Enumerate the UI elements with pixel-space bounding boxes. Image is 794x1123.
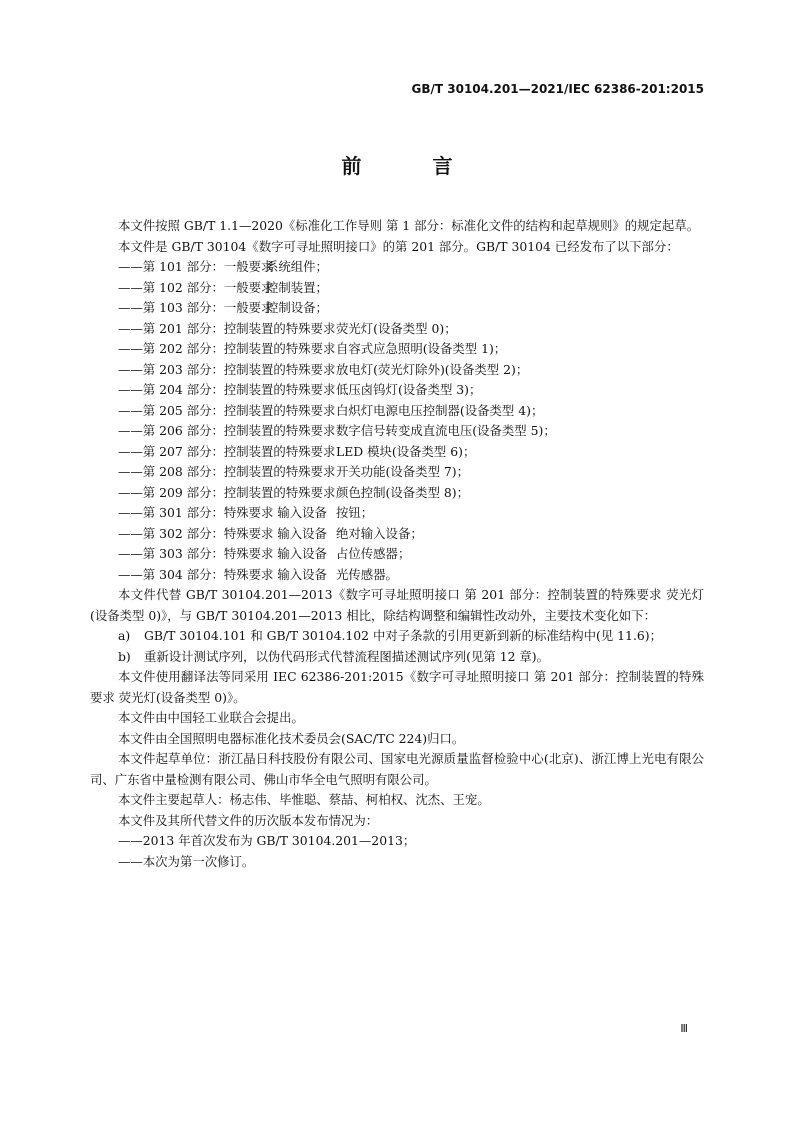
page-number: Ⅲ [680, 1022, 688, 1035]
list-item: ——本次为第一次修订。 [118, 853, 255, 869]
list-item: ——第 103 部分：一般要求控制设备； [118, 300, 328, 315]
page-title: 前 言 [341, 154, 485, 178]
drafting-units-paragraph: 本文件起草单位：浙江晶日科技股份有限公司、国家电光源质量监督检验中心(北京)、浙江博上光电有限公司、广东省中量检测有限公司、佛山市华全电气照明有限公司。 [90, 751, 704, 787]
replace-paragraph: 本文件代替 GB/T 30104.201—2013《数字可寻址照明接口 第 201 部分：控制装置的特殊要求 荧光灯(设备类型 0)》，与 GB/T 30104.201—2013 相比，除结构调整和编辑性改动外，主要技术变化如下： [90, 587, 704, 623]
history-intro-paragraph: 本文件及其所代替文件的历次版本发布情况为： [118, 812, 379, 828]
standard-code-header: GB/T 30104.201—2021/IEC 62386-201:2015 [411, 82, 704, 96]
list-item: ——第 102 部分：一般要求控制装置； [118, 279, 328, 295]
proposer-paragraph: 本文件由中国轻工业联合会提出。 [118, 710, 304, 725]
list-item: ——2013 年首次发布为 GB/T 30104.201—2013； [118, 833, 416, 848]
list-item: ——第 304 部分：特殊要求 输入设备 光传感器。 [118, 566, 398, 582]
intro-paragraph-2: 本文件是 GB/T 30104《数字可寻址照明接口》的第 201 部分。GB/T 30104 已经发布了以下部分： [118, 238, 679, 254]
intro-paragraph-1: 本文件按照 GB/T 1.1—2020《标准化工作导则 第 1 部分：标准化文件的结构和起草规则》的规定起草。 [118, 218, 700, 233]
list-item: ——第 303 部分：特殊要求 输入设备 占位传感器； [118, 546, 411, 561]
list-item: ——第 205 部分：控制装置的特殊要求白炽灯电源电压控制器(设备类型 4)； [118, 402, 544, 418]
list-item: ——第 302 部分：特殊要求 输入设备 绝对输入设备； [118, 525, 423, 541]
list-item: ——第 207 部分：控制装置的特殊要求LED 模块(设备类型 6)； [118, 443, 476, 459]
list-item: ——第 208 部分：控制装置的特殊要求开关功能(设备类型 7)； [118, 464, 470, 479]
list-item: ——第 206 部分：控制装置的特殊要求数字信号转变成直流电压(设备类型 5)； [118, 423, 556, 438]
list-item: ——第 203 部分：控制装置的特殊要求放电灯(荧光灯除外)(设备类型 2)； [118, 361, 529, 377]
list-item: ——第 204 部分：控制装置的特殊要求低压卤钨灯(设备类型 3)； [118, 382, 482, 397]
list-item: ——第 209 部分：控制装置的特殊要求颜色控制(设备类型 8)； [118, 484, 470, 500]
committee-paragraph: 本文件由全国照明电器标准化技术委员会(SAC/TC 224)归口。 [118, 730, 465, 746]
parts-list [90, 257, 704, 585]
list-item: a) GB/T 30104.101 和 GB/T 30104.102 中对子条款的引用更新到新的标准结构中(见 11.6)； [118, 628, 662, 643]
list-item: b) 重新设计测试序列，以伪代码形式代替流程图描述测试序列(见第 12 章)。 [118, 648, 550, 664]
list-item: ——第 201 部分：控制装置的特殊要求荧光灯(设备类型 0)； [118, 320, 457, 336]
list-item: ——第 301 部分：特殊要求 输入设备 按钮； [118, 505, 374, 520]
changes-list [90, 626, 704, 667]
drafters-paragraph: 本文件主要起草人：杨志伟、毕惟聪、蔡喆、柯柏权、沈杰、王宠。 [118, 792, 490, 807]
list-item: ——第 202 部分：控制装置的特殊要求自容式应急照明(设备类型 1)； [118, 341, 507, 356]
adoption-paragraph: 本文件使用翻译法等同采用 IEC 62386-201:2015《数字可寻址照明接口 第 201 部分：控制装置的特殊要求 荧光灯(设备类型 0)》。 [90, 669, 704, 705]
history-list [90, 831, 704, 872]
list-item: ——第 101 部分：一般要求系统组件； [118, 259, 328, 274]
foreword-body [90, 216, 704, 872]
